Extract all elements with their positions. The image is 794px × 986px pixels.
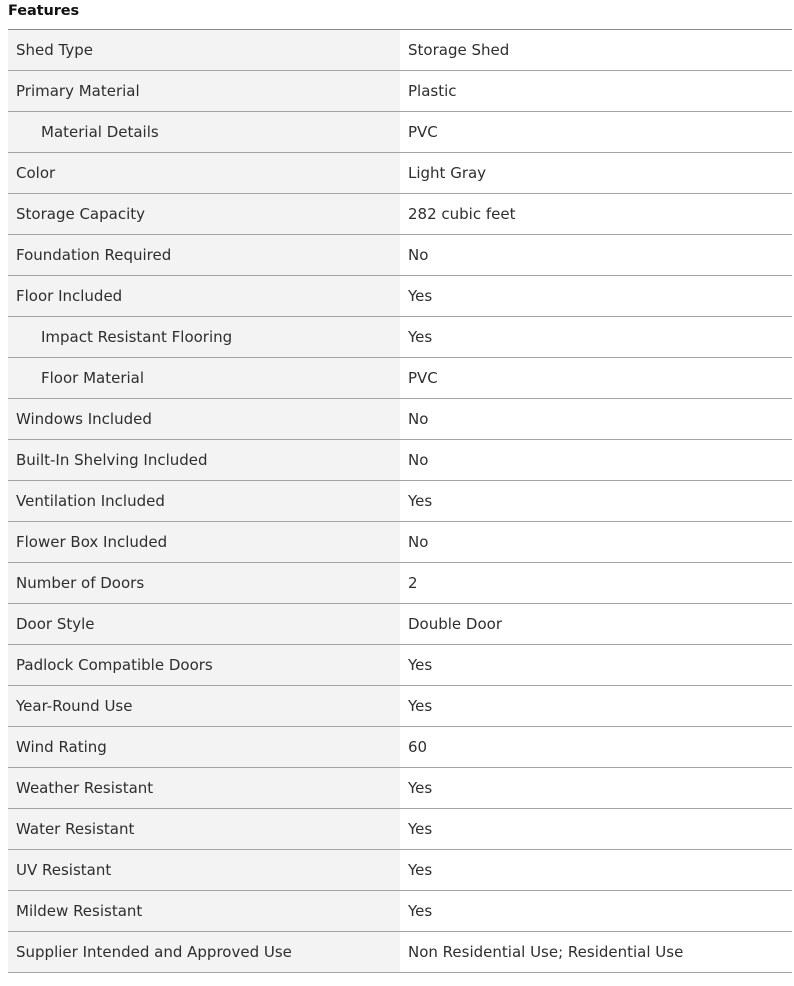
spec-label: Windows Included [8,399,400,439]
table-row [8,891,792,932]
spec-label: Floor Included [8,276,400,316]
spec-value: 2 [400,563,792,603]
spec-value: 282 cubic feet [400,194,792,234]
features-table [8,29,792,973]
table-row [8,522,792,563]
spec-label: Mildew Resistant [8,891,400,931]
spec-value: PVC [400,358,792,398]
spec-value: Light Gray [400,153,792,193]
spec-label: Primary Material [8,71,400,111]
spec-label: Padlock Compatible Doors [8,645,400,685]
table-row [8,727,792,768]
table-row [8,30,792,71]
spec-value: No [400,399,792,439]
table-row [8,71,792,112]
spec-value: Double Door [400,604,792,644]
spec-value: Storage Shed [400,30,792,70]
spec-value: No [400,235,792,275]
spec-value: Plastic [400,71,792,111]
spec-value: Yes [400,768,792,808]
spec-value: No [400,440,792,480]
table-row [8,194,792,235]
spec-label: Foundation Required [8,235,400,275]
spec-label: Color [8,153,400,193]
table-row [8,604,792,645]
spec-value: Yes [400,891,792,931]
table-row [8,686,792,727]
table-row [8,153,792,194]
spec-value: Yes [400,850,792,890]
spec-value: Yes [400,481,792,521]
table-row [8,317,792,358]
spec-label: Material Details [8,112,400,152]
table-row [8,645,792,686]
table-row [8,276,792,317]
spec-label: Weather Resistant [8,768,400,808]
spec-value: PVC [400,112,792,152]
table-row [8,440,792,481]
spec-value: Yes [400,809,792,849]
spec-label: Year-Round Use [8,686,400,726]
table-row [8,399,792,440]
table-row [8,809,792,850]
spec-label: Wind Rating [8,727,400,767]
spec-value: Non Residential Use; Residential Use [400,932,792,972]
spec-label: Ventilation Included [8,481,400,521]
spec-label: Door Style [8,604,400,644]
spec-label: Water Resistant [8,809,400,849]
spec-label: Floor Material [8,358,400,398]
spec-value: 60 [400,727,792,767]
spec-label: Impact Resistant Flooring [8,317,400,357]
section-title: Features [8,3,80,19]
spec-label: Shed Type [8,30,400,70]
spec-value: Yes [400,686,792,726]
table-row [8,358,792,399]
spec-label: Supplier Intended and Approved Use [8,932,400,972]
spec-label: Number of Doors [8,563,400,603]
spec-label: Storage Capacity [8,194,400,234]
table-row [8,112,792,153]
spec-value: Yes [400,317,792,357]
spec-label: Flower Box Included [8,522,400,562]
spec-value: Yes [400,276,792,316]
spec-label: Built-In Shelving Included [8,440,400,480]
table-row [8,481,792,522]
table-row [8,850,792,891]
table-row [8,768,792,809]
spec-label: UV Resistant [8,850,400,890]
spec-value: Yes [400,645,792,685]
table-row [8,563,792,604]
spec-value: No [400,522,792,562]
table-row [8,235,792,276]
table-row [8,932,792,973]
